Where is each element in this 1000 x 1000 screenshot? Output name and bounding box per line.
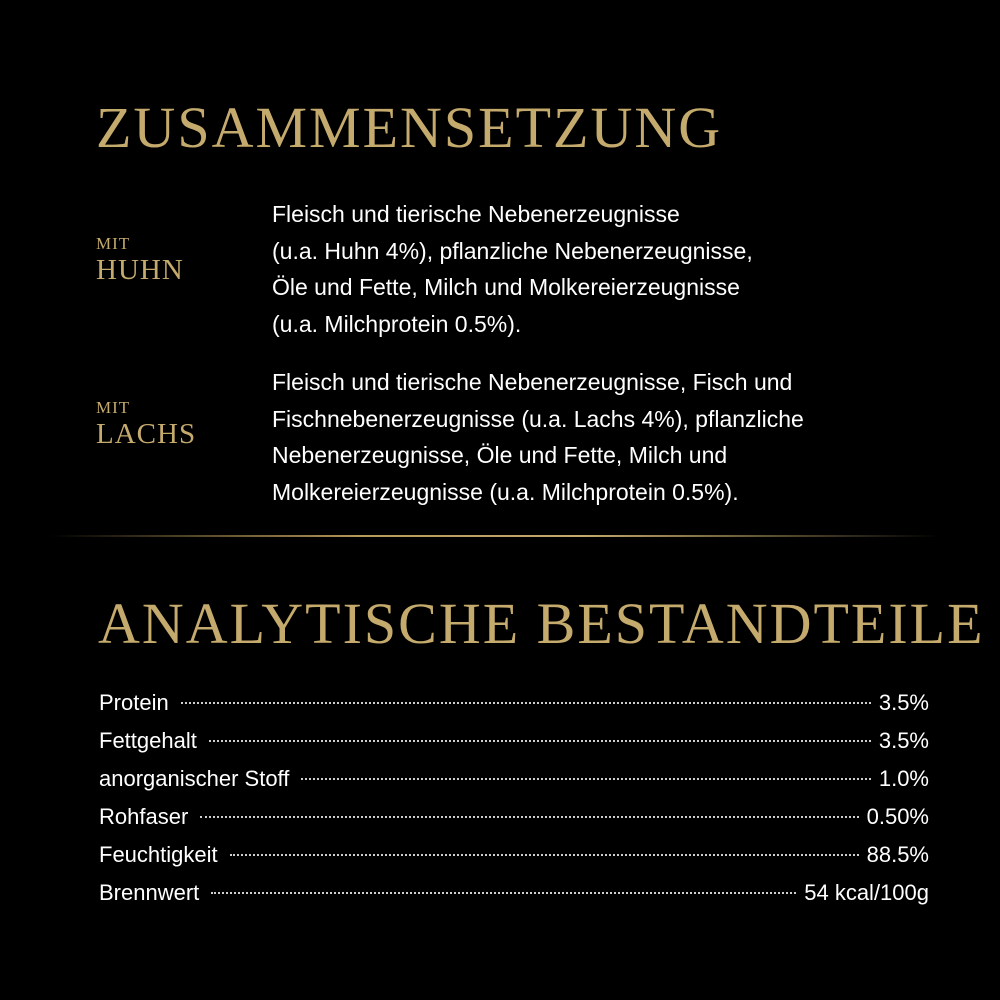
analysis-label: anorganischer Stoff: [99, 766, 290, 791]
variant-name: HUHN: [96, 254, 184, 286]
ingredients-text-huhn: [272, 196, 972, 342]
analysis-value: 88.5%: [866, 842, 929, 867]
analysis-row: [99, 722, 929, 760]
ingredients-line: Molkereierzeugnisse (u.a. Milchprotein 0.5%).: [272, 478, 739, 505]
analysis-label: Rohfaser: [99, 804, 189, 829]
dotted-leader: [181, 702, 871, 704]
variant-name: LACHS: [96, 418, 197, 450]
composition-title: ZUSAMMENSETZUNG: [96, 95, 723, 160]
dotted-leader: [211, 892, 796, 894]
ingredients-line: Fleisch und tierische Nebenerzeugnisse, Fisch und: [272, 369, 793, 395]
ingredients-line: (u.a. Milchprotein 0.5%).: [272, 310, 522, 337]
analysis-label: Brennwert: [99, 880, 200, 905]
variant-label-lachs: [96, 398, 196, 450]
variant-label-huhn: [96, 234, 184, 286]
analysis-label: Feuchtigkeit: [99, 842, 218, 867]
analysis-value: 3.5%: [878, 728, 929, 753]
variant-prefix: MIT: [96, 398, 131, 417]
dotted-leader: [230, 854, 859, 856]
analysis-value: 1.0%: [878, 766, 929, 791]
analysis-row: [99, 684, 929, 722]
analysis-row: [99, 874, 929, 912]
ingredients-line: Fischnebenerzeugnisse (u.a. Lachs 4%), pflanzliche: [272, 405, 804, 432]
analysis-row: [99, 836, 929, 874]
analysis-label: Fettgehalt: [99, 728, 197, 753]
analysis-value: 0.50%: [866, 804, 929, 829]
analysis-title: ANALYTISCHE BESTANDTEILE: [98, 591, 985, 656]
ingredients-line: (u.a. Huhn 4%), pflanzliche Nebenerzeugnisse,: [272, 237, 753, 264]
ingredients-text-lachs: [272, 364, 972, 510]
analysis-value: 3.5%: [878, 690, 929, 715]
variant-prefix: MIT: [96, 234, 131, 253]
ingredients-line: Nebenerzeugnisse, Öle und Fette, Milch und: [272, 442, 728, 468]
dotted-leader: [200, 816, 858, 818]
analysis-row: [99, 798, 929, 836]
ingredients-line: Öle und Fette, Milch und Molkereierzeugnisse: [272, 274, 740, 300]
section-divider: [50, 535, 940, 537]
dotted-leader: [301, 778, 870, 780]
analysis-value: 54 kcal/100g: [804, 880, 929, 905]
analysis-table: [99, 684, 929, 912]
analysis-row: [99, 760, 929, 798]
dotted-leader: [209, 740, 871, 742]
analysis-label: Protein: [99, 690, 169, 715]
ingredients-line: Fleisch und tierische Nebenerzeugnisse: [272, 201, 680, 227]
